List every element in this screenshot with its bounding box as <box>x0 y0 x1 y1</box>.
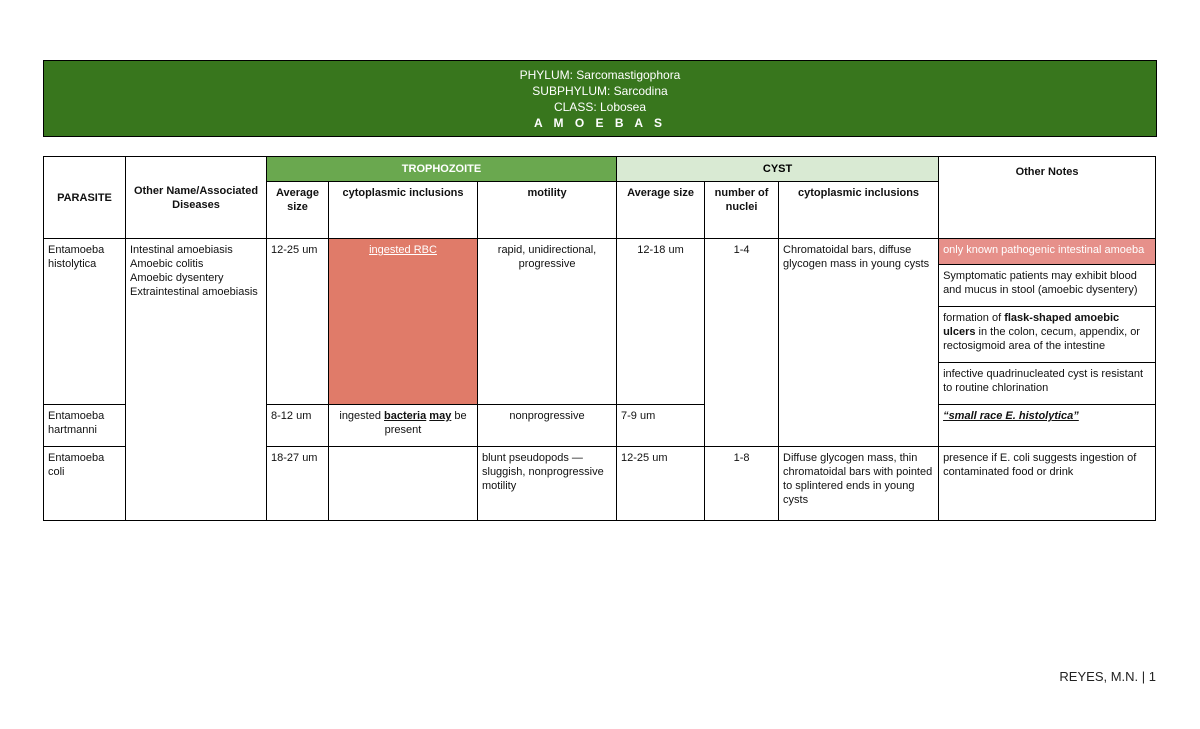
header-other-name: Other Name/Associated Diseases <box>126 157 267 239</box>
note-symptomatic: Symptomatic patients may exhibit blood and mucus in stool (amoebic dysentery) <box>939 265 1156 307</box>
header-other-notes: Other Notes <box>939 157 1156 239</box>
group-title: A M O E B A S <box>533 115 666 130</box>
amoebas-table <box>43 156 1156 521</box>
disease-name: Amoebic dysentery <box>130 272 224 284</box>
c-cyto-coli: Diffuse glycogen mass, thin chromatoidal bars with pointed to splintered ends in young cysts <box>779 447 939 521</box>
note-pathogenic: only known pathogenic intestinal amoeba <box>939 239 1156 265</box>
disease-name: Extraintestinal amoebiasis <box>130 286 258 298</box>
note-chlorination: infective quadrinucleated cyst is resistant to routine chlorination <box>939 363 1156 405</box>
c-nuclei-histolytica: 1-4 <box>705 239 779 447</box>
disease-name: Amoebic colitis <box>130 258 204 270</box>
header-cyst: CYST <box>617 157 939 182</box>
cyto-text: be present <box>384 410 467 436</box>
t-motility-hartmanni: nonprogressive <box>478 405 617 447</box>
note-bold-text: flask-shaped amoebic ulcers <box>943 312 1120 338</box>
parasite-coli: Entamoeba coli <box>44 447 126 521</box>
note-text: formation of <box>943 312 1005 324</box>
phylum-line: PHYLUM: Sarcomastigophora <box>519 67 681 82</box>
t-cyto-coli <box>329 447 478 521</box>
bacteria-text: bacteria <box>384 410 427 422</box>
note-text: in the colon, cecum, appendix, or rectosigmoid area of the intestine <box>943 326 1140 352</box>
t-size-histolytica: 12-25 um <box>267 239 329 405</box>
t-motility-histolytica: rapid, unidirectional, progressive <box>478 239 617 405</box>
header-c-cyto: cytoplasmic inclusions <box>779 182 939 239</box>
header-t-avg-size: Average size <box>267 182 329 239</box>
note-flask-ulcers <box>939 307 1156 363</box>
t-cyto-histolytica <box>329 239 478 405</box>
small-race-text: “small race E. histolytica” <box>943 410 1079 422</box>
header-c-avg-size: Average size <box>617 182 705 239</box>
c-nuclei-coli: 1-8 <box>705 447 779 521</box>
table-row <box>44 239 1156 265</box>
parasite-histolytica: Entamoeba histolytica <box>44 239 126 405</box>
classification-banner <box>43 60 1157 137</box>
note-hartmanni <box>939 405 1156 447</box>
header-c-nuclei: number of nuclei <box>705 182 779 239</box>
note-coli: presence if E. coli suggests ingestion of contaminated food or drink <box>939 447 1156 521</box>
t-size-coli: 18-27 um <box>267 447 329 521</box>
c-size-histolytica: 12-18 um <box>617 239 705 405</box>
class-line: CLASS: Lobosea <box>553 99 647 114</box>
c-cyto-histolytica: Chromatoidal bars, diffuse glycogen mass in young cysts <box>779 239 939 447</box>
page-footer: REYES, M.N. | 1 <box>1059 669 1156 684</box>
disease-name: Intestinal amoebiasis <box>130 244 233 256</box>
header-t-cyto: cytoplasmic inclusions <box>329 182 478 239</box>
c-size-coli: 12-25 um <box>617 447 705 521</box>
t-motility-coli: blunt pseudopods — sluggish, nonprogressive motility <box>478 447 617 521</box>
ingested-rbc-text: ingested RBC <box>369 244 437 256</box>
header-t-motility: motility <box>478 182 617 239</box>
subphylum-line: SUBPHYLUM: Sarcodina <box>532 83 668 98</box>
t-cyto-hartmanni <box>329 405 478 447</box>
header-parasite: PARASITE <box>44 157 126 239</box>
header-trophozoite: TROPHOZOITE <box>267 157 617 182</box>
other-names-histolytica <box>126 239 267 521</box>
t-size-hartmanni: 8-12 um <box>267 405 329 447</box>
may-text: may <box>429 410 452 422</box>
cyto-text: ingested <box>339 410 385 422</box>
c-size-hartmanni: 7-9 um <box>617 405 705 447</box>
parasite-hartmanni: Entamoeba hartmanni <box>44 405 126 447</box>
